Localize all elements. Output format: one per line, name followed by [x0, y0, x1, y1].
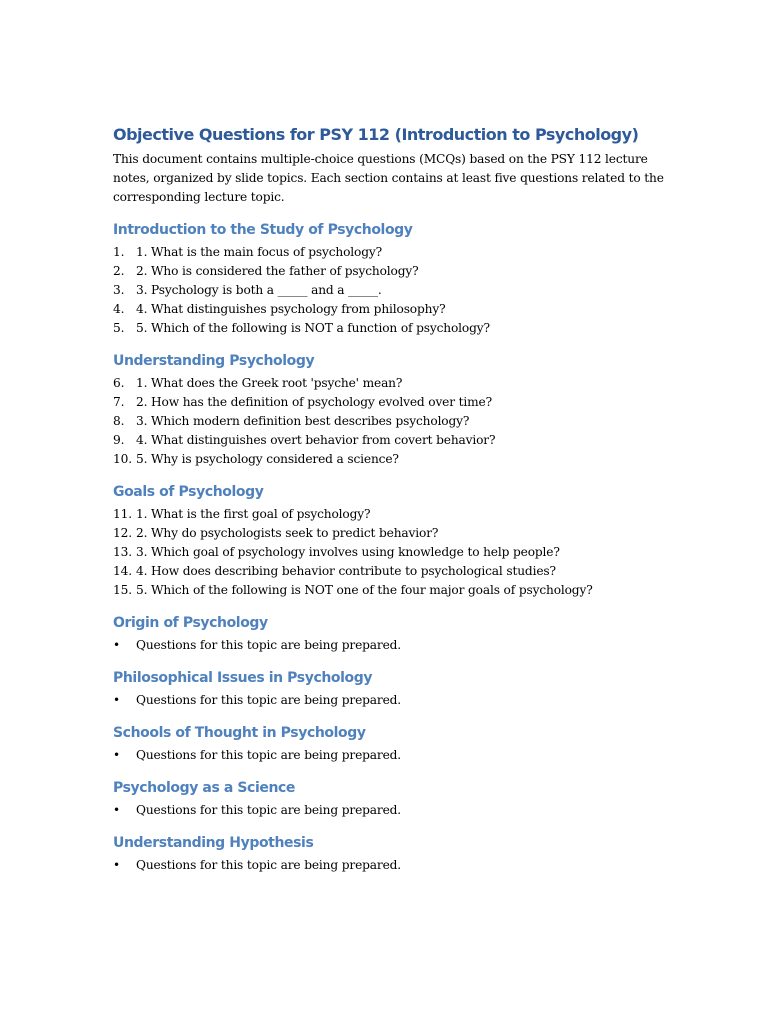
bullet-item	[113, 856, 673, 875]
section-heading: Schools of Thought in Psychology	[113, 725, 366, 741]
bullet-list	[113, 636, 673, 655]
question-item	[113, 262, 673, 281]
bullet-list	[113, 856, 673, 875]
question-item	[113, 505, 673, 524]
question-text: 5. Which of the following is NOT a function of psychology?	[136, 321, 490, 335]
question-number: 15.	[113, 583, 132, 597]
question-number: 4.	[113, 302, 125, 316]
question-number: 5.	[113, 321, 125, 335]
question-item	[113, 524, 673, 543]
section-heading: Origin of Psychology	[113, 615, 268, 631]
question-number: 13.	[113, 545, 132, 559]
section-heading: Introduction to the Study of Psychology	[113, 222, 413, 238]
question-list	[113, 374, 673, 469]
bullet-text: Questions for this topic are being prepared.	[136, 748, 402, 762]
question-number: 14.	[113, 564, 132, 578]
question-text: 2. How has the definition of psychology evolved over time?	[136, 395, 492, 409]
bullet-text: Questions for this topic are being prepared.	[136, 638, 402, 652]
bullet-text: Questions for this topic are being prepared.	[136, 858, 402, 872]
question-text: 5. Which of the following is NOT one of the four major goals of psychology?	[136, 583, 593, 597]
question-item	[113, 319, 673, 338]
question-text: 5. Why is psychology considered a science?	[136, 452, 399, 466]
question-item	[113, 412, 673, 431]
question-number: 3.	[113, 283, 125, 297]
section-heading: Understanding Psychology	[113, 353, 315, 369]
question-text: 1. What is the main focus of psychology?	[136, 245, 383, 259]
bullet-text: Questions for this topic are being prepared.	[136, 693, 402, 707]
document-title: Objective Questions for PSY 112 (Introduction to Psychology)	[113, 125, 639, 144]
question-text: 3. Which modern definition best describes psychology?	[136, 414, 470, 428]
section-heading: Goals of Psychology	[113, 484, 264, 500]
intro-paragraph: This document contains multiple-choice questions (MCQs) based on the PSY 112 lecture notes, organized by slide topics. Each section contains at least five questions related to the corresponding lecture topic.	[113, 152, 664, 204]
question-item	[113, 374, 673, 393]
question-text: 1. What is the first goal of psychology?	[136, 507, 371, 521]
bullet-list	[113, 801, 673, 820]
section-heading: Psychology as a Science	[113, 780, 296, 796]
question-item	[113, 300, 673, 319]
bullet-item	[113, 746, 673, 765]
question-text: 1. What does the Greek root 'psyche' mean?	[136, 376, 403, 390]
question-number: 11.	[113, 507, 132, 521]
question-text: 4. How does describing behavior contribute to psychological studies?	[136, 564, 556, 578]
question-item	[113, 543, 673, 562]
bullet-icon: •	[113, 858, 120, 872]
question-item	[113, 581, 673, 600]
question-text: 3. Psychology is both a _____ and a _____.	[136, 283, 382, 297]
section-heading: Philosophical Issues in Psychology	[113, 670, 373, 686]
bullet-icon: •	[113, 803, 120, 817]
bullet-item	[113, 636, 673, 655]
bullet-icon: •	[113, 638, 120, 652]
section-heading: Understanding Hypothesis	[113, 835, 314, 851]
question-text: 2. Why do psychologists seek to predict behavior?	[136, 526, 439, 540]
question-item	[113, 393, 673, 412]
bullet-text: Questions for this topic are being prepared.	[136, 803, 402, 817]
question-number: 7.	[113, 395, 125, 409]
bullet-list	[113, 746, 673, 765]
bullet-item	[113, 801, 673, 820]
question-item	[113, 562, 673, 581]
question-item	[113, 243, 673, 262]
question-number: 6.	[113, 376, 125, 390]
question-item	[113, 431, 673, 450]
bullet-list	[113, 691, 673, 710]
bullet-icon: •	[113, 748, 120, 762]
bullet-item	[113, 691, 673, 710]
question-list	[113, 505, 673, 600]
question-list	[113, 243, 673, 338]
question-text: 3. Which goal of psychology involves using knowledge to help people?	[136, 545, 560, 559]
question-number: 8.	[113, 414, 125, 428]
question-number: 1.	[113, 245, 125, 259]
question-number: 2.	[113, 264, 125, 278]
question-item	[113, 281, 673, 300]
question-text: 4. What distinguishes psychology from philosophy?	[136, 302, 446, 316]
question-number: 10.	[113, 452, 132, 466]
question-text: 2. Who is considered the father of psychology?	[136, 264, 419, 278]
question-number: 9.	[113, 433, 125, 447]
document-body	[113, 124, 673, 875]
question-number: 12.	[113, 526, 132, 540]
bullet-icon: •	[113, 693, 120, 707]
question-item	[113, 450, 673, 469]
question-text: 4. What distinguishes overt behavior from covert behavior?	[136, 433, 496, 447]
